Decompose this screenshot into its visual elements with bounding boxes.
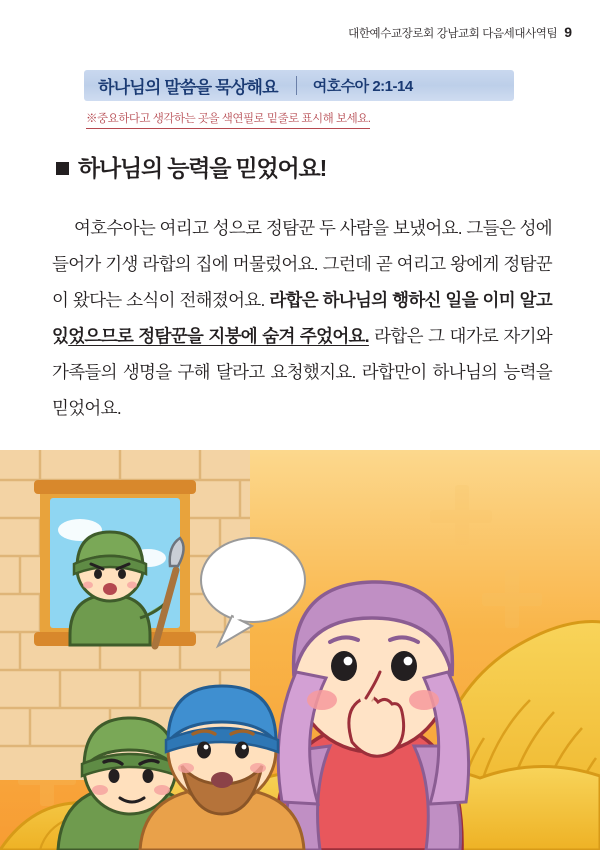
title-bar-title: 하나님의 말씀을 묵상해요 <box>98 78 278 97</box>
square-bullet-icon <box>56 162 69 175</box>
rahab-and-spies-illustration <box>0 450 600 850</box>
body-part-2: 라합은 그 대가로 자기와 가족들의 생명을 구해 달라고 요청했지요. 라합만이 하나님의 능력을 믿었어요. <box>52 325 552 418</box>
rahab-figure <box>276 582 469 850</box>
body-part-1: 여호수아는 여리고 성으로 정탐꾼 두 사람을 보냈어요. 그들은 성에 들어가 기생 라합의 집에 머물렀어요. 그런데 곧 여리고 왕에게 정탐꾼이 왔다는 소식이 전해졌어요. <box>52 217 552 310</box>
header-page-number: 9 <box>564 24 572 40</box>
instruction-note: ※중요하다고 생각하는 곳을 색연필로 밑줄로 표시해 보세요. <box>86 110 370 129</box>
body-emphasis-underline: 었으므로 정탐꾼을 지붕에 숨겨 주었어요. <box>68 325 369 346</box>
section-heading-label: 하나님의 능력을 믿었어요! <box>78 155 327 181</box>
body-paragraph <box>52 210 552 426</box>
body-emphasis-bold: 라합은 하나님의 행하신 일을 이미 알고 있 <box>52 289 552 346</box>
section-heading <box>56 150 326 183</box>
header-church-line: 대한예수교장로회 강남교회 다음세대사역팀 <box>348 28 558 40</box>
title-bar <box>84 70 514 101</box>
title-bar-scripture-reference: 여호수아 2:1-14 <box>312 78 413 95</box>
title-bar-divider <box>296 76 297 95</box>
illustration-graphic <box>0 450 600 850</box>
page-header <box>348 24 572 41</box>
